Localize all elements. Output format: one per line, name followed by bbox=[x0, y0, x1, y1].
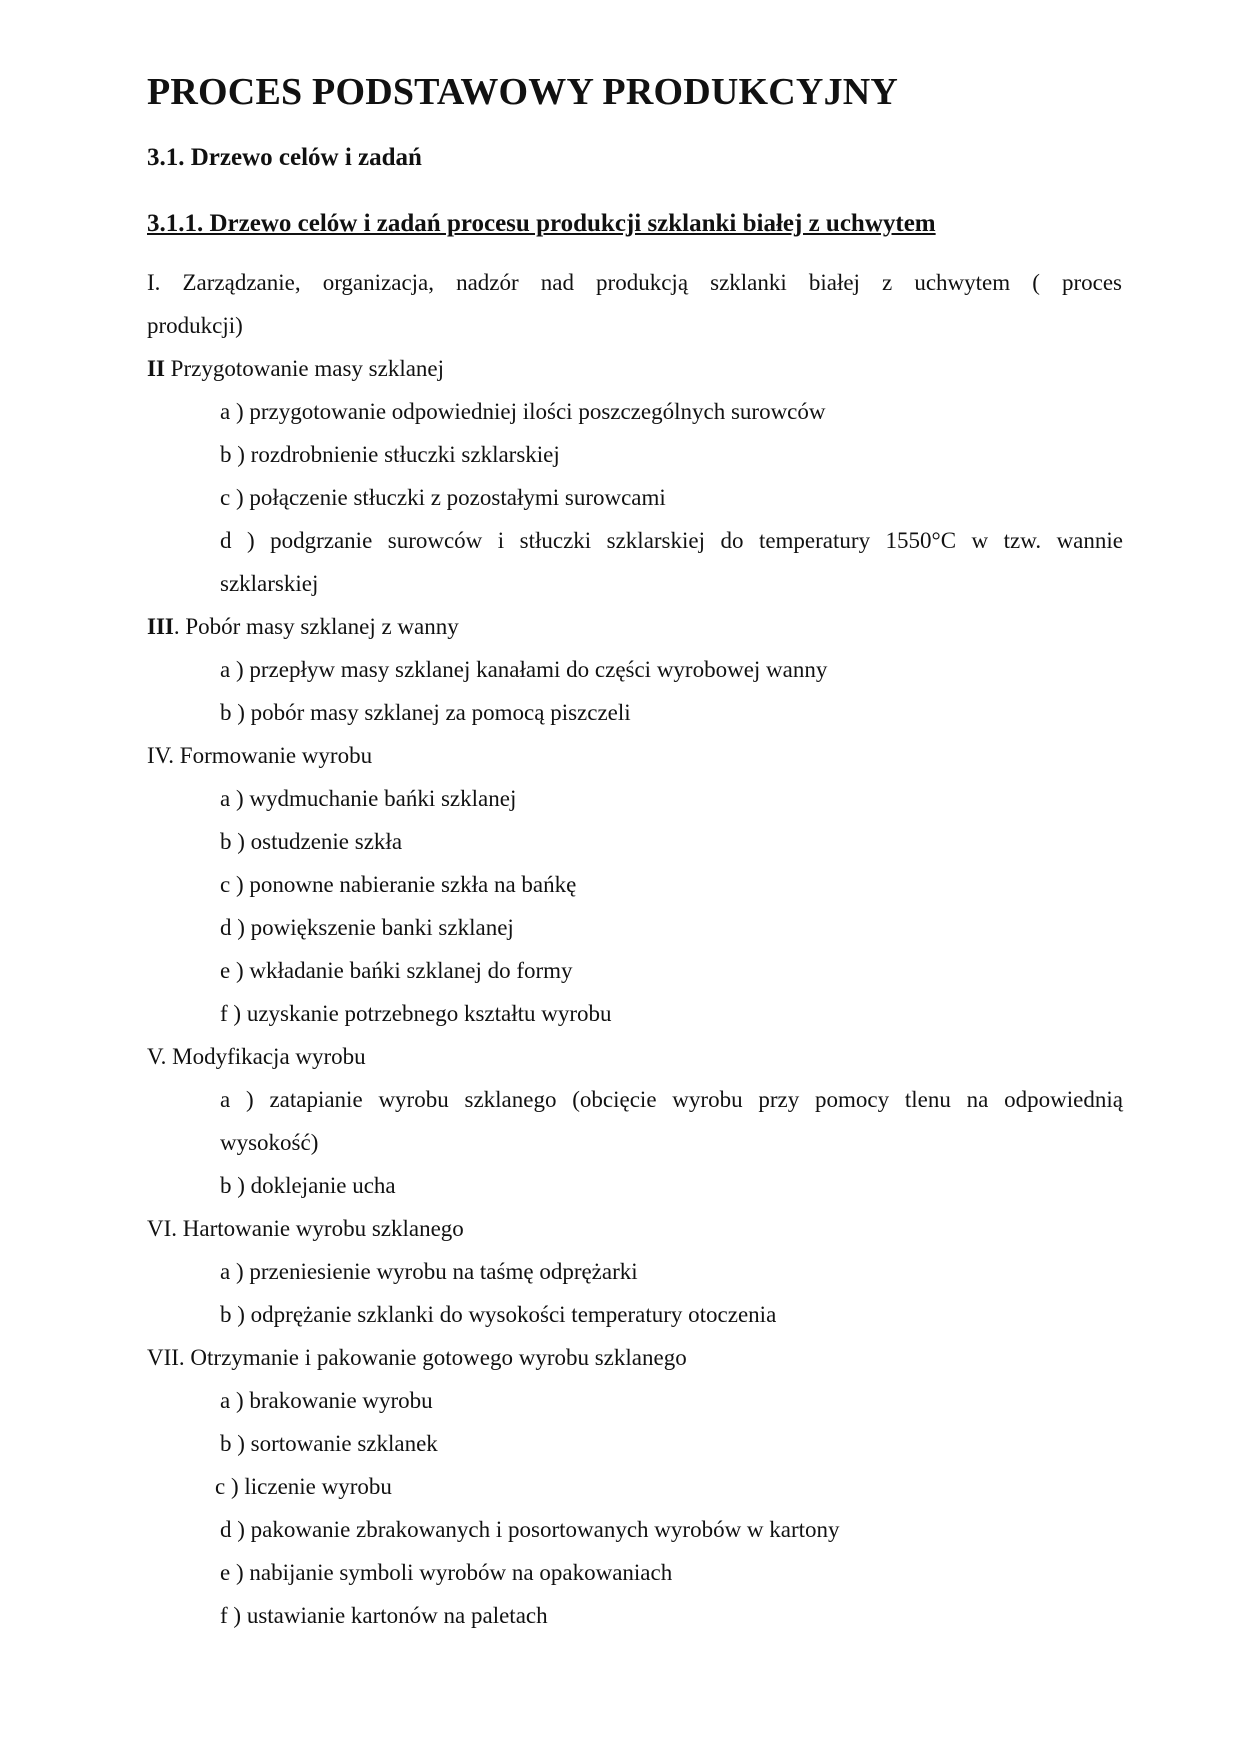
item-5-a-line-2: wysokość) bbox=[220, 1130, 319, 1155]
item-6-heading: VI. Hartowanie wyrobu szklanego bbox=[147, 1216, 464, 1241]
item-4-b: b ) ostudzenie szkła bbox=[220, 829, 403, 854]
item-4-d: d ) powiększenie banki szklanej bbox=[220, 915, 514, 940]
item-4-e: e ) wkładanie bańki szklanej do formy bbox=[220, 958, 573, 983]
item-4-c: c ) ponowne nabieranie szkła na bańkę bbox=[220, 872, 577, 897]
item-3-a: a ) przepływ masy szklanej kanałami do części wyrobowej wanny bbox=[220, 657, 828, 682]
item-2-text: Przygotowanie masy szklanej bbox=[164, 356, 445, 381]
item-6-b: b ) odprężanie szklanki do wysokości temperatury otoczenia bbox=[220, 1302, 777, 1327]
item-2-heading bbox=[147, 354, 444, 384]
item-7-a: a ) brakowanie wyrobu bbox=[220, 1388, 433, 1413]
item-4-a: a ) wydmuchanie bańki szklanej bbox=[220, 786, 517, 811]
item-2-number: II bbox=[147, 356, 165, 381]
item-2-c: c ) połączenie stłuczki z pozostałymi surowcami bbox=[220, 485, 666, 510]
item-6-a: a ) przeniesienie wyrobu na taśmę odprężarki bbox=[220, 1259, 638, 1284]
item-2-a: a ) przygotowanie odpowiedniej ilości poszczególnych surowców bbox=[220, 399, 826, 424]
item-4-heading: IV. Formowanie wyrobu bbox=[147, 743, 373, 768]
item-3-heading bbox=[147, 612, 459, 642]
item-7-e: e ) nabijanie symboli wyrobów na opakowaniach bbox=[220, 1560, 673, 1585]
item-7-f: f ) ustawianie kartonów na paletach bbox=[220, 1603, 548, 1628]
item-7-b: b ) sortowanie szklanek bbox=[220, 1431, 438, 1456]
item-4-f: f ) uzyskanie potrzebnego kształtu wyrobu bbox=[220, 1001, 612, 1026]
item-3-number: III bbox=[147, 614, 174, 639]
item-3-text: . Pobór masy szklanej z wanny bbox=[173, 614, 459, 639]
item-2-d-line-2: szklarskiej bbox=[220, 571, 319, 596]
item-1-line-2: produkcji) bbox=[147, 313, 243, 338]
page-title: PROCES PODSTAWOWY PRODUKCYJNY bbox=[147, 71, 899, 113]
item-1-line-1: I. Zarządzanie, organizacja, nadzór nad produkcją szklanki białej z uchwytem ( proces bbox=[147, 270, 1122, 295]
subsection-heading: 3.1.1. Drzewo celów i zadań procesu produkcji szklanki białej z uchwytem bbox=[147, 210, 936, 237]
item-7-heading: VII. Otrzymanie i pakowanie gotowego wyrobu szklanego bbox=[147, 1345, 687, 1370]
item-5-b: b ) doklejanie ucha bbox=[220, 1173, 396, 1198]
item-7-c: c ) liczenie wyrobu bbox=[215, 1474, 392, 1499]
item-2-b: b ) rozdrobnienie stłuczki szklarskiej bbox=[220, 442, 560, 467]
section-heading: 3.1. Drzewo celów i zadań bbox=[147, 144, 422, 171]
item-7-d: d ) pakowanie zbrakowanych i posortowanych wyrobów w kartony bbox=[220, 1517, 840, 1542]
item-5-heading: V. Modyfikacja wyrobu bbox=[147, 1044, 366, 1069]
item-3-b: b ) pobór masy szklanej za pomocą piszczeli bbox=[220, 700, 631, 725]
item-5-a-line-1: a ) zatapianie wyrobu szklanego (obcięcie wyrobu przy pomocy tlenu na odpowiednią bbox=[220, 1087, 1123, 1112]
item-2-d-line-1: d ) podgrzanie surowców i stłuczki szklarskiej do temperatury 1550°C w tzw. wannie bbox=[220, 528, 1123, 553]
